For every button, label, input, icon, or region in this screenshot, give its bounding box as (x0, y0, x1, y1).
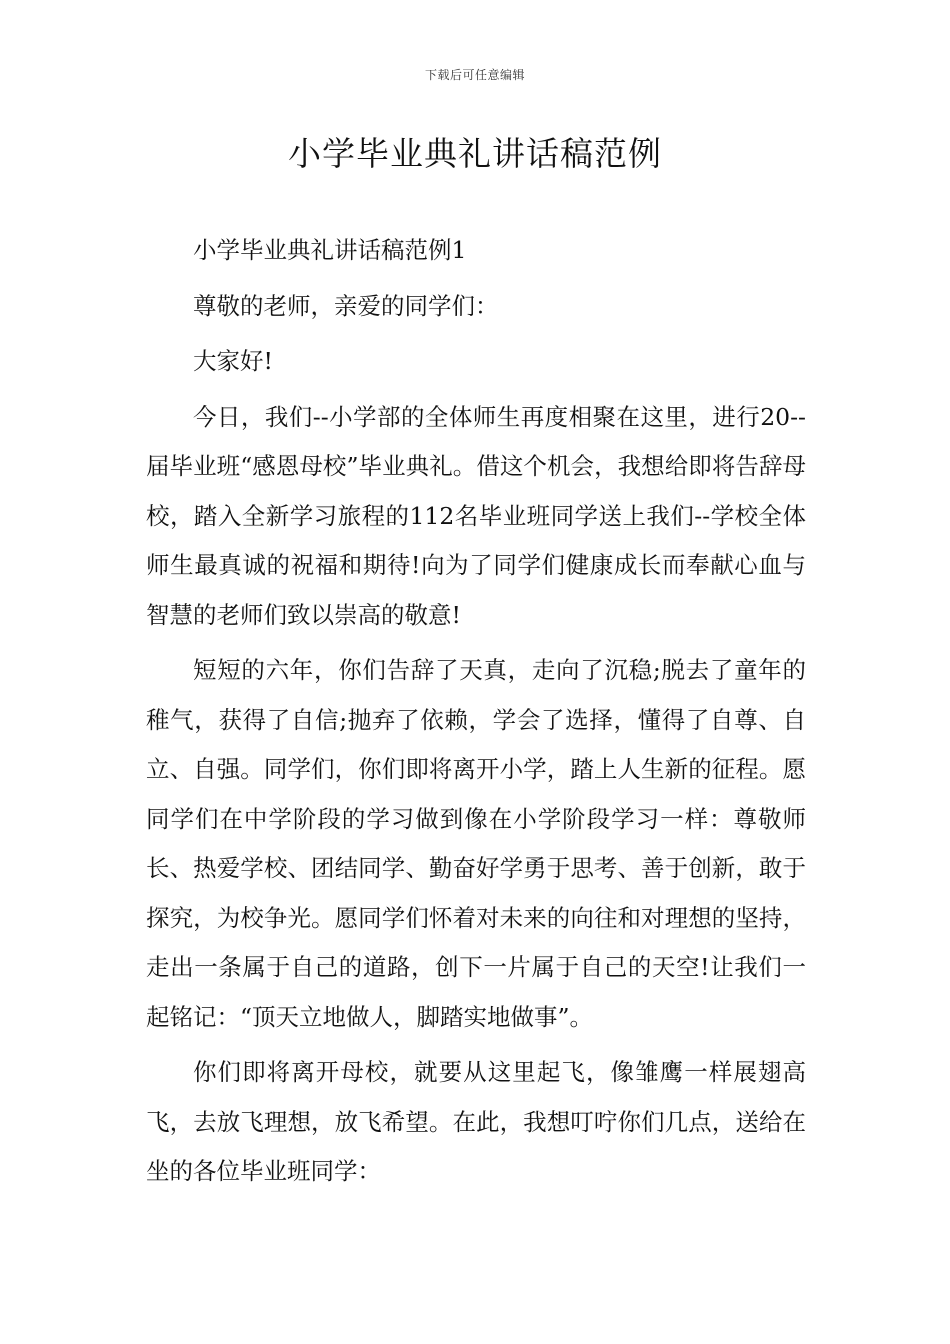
body-paragraph: 短短的六年，你们告辞了天真，走向了沉稳;脱去了童年的稚气，获得了自信;抛弃了依赖，学会了选择，懂得了自尊、自立、自强。同学们，你们即将离开小学，踏上人生新的征程。愿同学们在中学阶段的学习做到像在小学阶段学习一样：尊敬师长、热爱学校、团结同学、勤奋好学勇于思考、善于创新，敢于探究，为校争光。愿同学们怀着对未来的向往和对理想的坚持，走出一条属于自己的道路，创下一片属于自己的天空!让我们一起铭记：“顶天立地做人，脚踏实地做事”。 (146, 656, 806, 1031)
greeting-paragraph: 大家好! (193, 347, 273, 375)
subtitle-paragraph: 小学毕业典礼讲话稿范例1 (193, 236, 467, 264)
document-body (146, 226, 806, 1203)
document-title: 小学毕业典礼讲话稿范例 (288, 134, 662, 173)
header-note: 下载后可任意编辑 (424, 68, 525, 82)
salutation-paragraph: 尊敬的老师，亲爱的同学们： (193, 291, 499, 320)
body-paragraph: 今日，我们--小学部的全体师生再度相聚在这里，进行20--届毕业班“感恩母校”毕业典礼。借这个机会，我想给即将告辞母校，踏入全新学习旅程的112名毕业班同学送上我们--学校全体师生最真诚的祝福和期待!向为了同学们健康成长而奉献心血与智慧的老师们致以崇高的敬意! (146, 402, 806, 629)
body-paragraph: 你们即将离开母校，就要从这里起飞，像雏鹰一样展翅高飞，去放飞理想，放飞希望。在此，我想叮咛你们几点，送给在坐的各位毕业班同学： (146, 1058, 806, 1185)
